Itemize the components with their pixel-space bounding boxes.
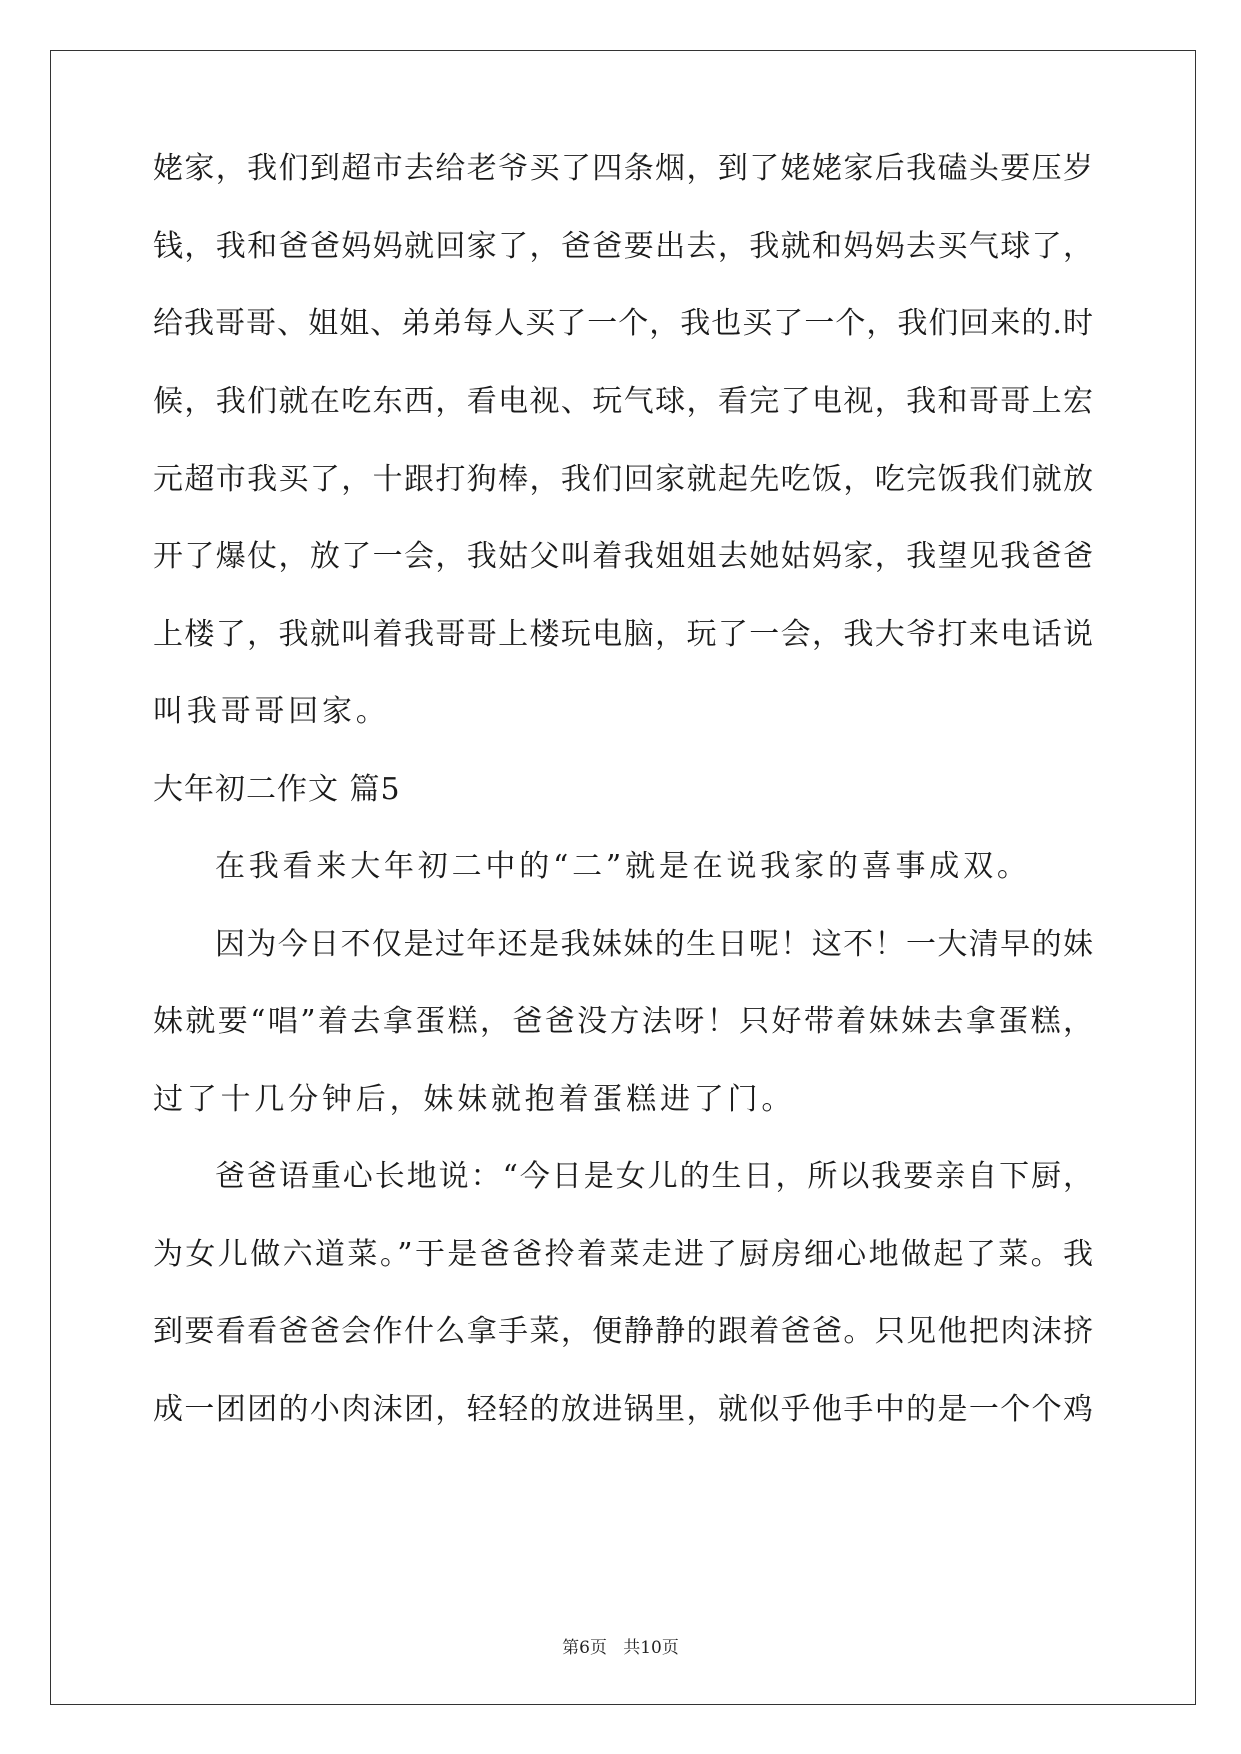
footer-spacer <box>607 1638 623 1658</box>
page-total: 共10页 <box>623 1638 679 1658</box>
section-heading: 大年初二作文 篇5 <box>153 772 401 807</box>
text-line: 妹就要“唱”着去拿蛋糕，爸爸没方法呀！只好带着妹妹去拿蛋糕， <box>153 1004 1093 1039</box>
text-line: 钱，我和爸爸妈妈就回家了，爸爸要出去，我就和妈妈去买气球了， <box>153 229 1093 264</box>
text-line: 为女儿做六道菜。”于是爸爸拎着菜走进了厨房细心地做起了菜。我 <box>153 1237 1093 1272</box>
paragraph-start-line: 爸爸语重心长地说：“今日是女儿的生日，所以我要亲自下厨， <box>215 1159 1093 1194</box>
text-line: 到要看看爸爸会作什么拿手菜，便静静的跟着爸爸。只见他把肉沫挤 <box>153 1314 1093 1349</box>
text-line: 成一团团的小肉沫团，轻轻的放进锅里，就似乎他手中的是一个个鸡 <box>153 1392 1093 1427</box>
text-line: 元超市我买了，十跟打狗棒，我们回家就起先吃饭，吃完饭我们就放 <box>153 462 1093 497</box>
text-line: 过了十几分钟后，妹妹就抱着蛋糕进了门。 <box>153 1082 796 1117</box>
page-number: 第6页 <box>562 1638 607 1658</box>
text-line: 开了爆仗，放了一会，我姑父叫着我姐姐去她姑妈家，我望见我爸爸 <box>153 539 1093 574</box>
page-footer <box>0 1638 1241 1658</box>
text-line: 叫我哥哥回家。 <box>153 694 390 729</box>
text-line: 给我哥哥、姐姐、弟弟每人买了一个，我也买了一个，我们回来的.时 <box>153 306 1093 341</box>
paragraph-start-line: 因为今日不仅是过年还是我妹妹的生日呢！这不！一大清早的妹 <box>215 927 1093 962</box>
text-line: 候，我们就在吃东西，看电视、玩气球，看完了电视，我和哥哥上宏 <box>153 384 1093 419</box>
text-line: 上楼了，我就叫着我哥哥上楼玩电脑，玩了一会，我大爷打来电话说 <box>153 617 1093 652</box>
text-line: 姥家，我们到超市去给老爷买了四条烟，到了姥姥家后我磕头要压岁 <box>153 151 1093 186</box>
paragraph-start-line: 在我看来大年初二中的“二”就是在说我家的喜事成双。 <box>215 849 1031 884</box>
